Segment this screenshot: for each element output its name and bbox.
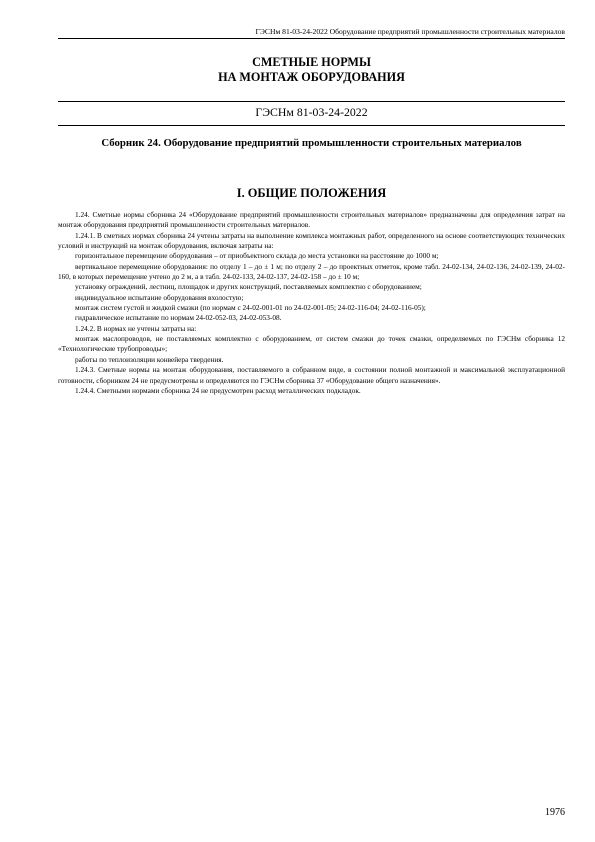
title-line-2: НА МОНТАЖ ОБОРУДОВАНИЯ: [218, 70, 405, 84]
document-title: [58, 55, 565, 85]
paragraph: монтаж систем густой и жидкой смазки (по нормам с 24-02-001-01 по 24-02-001-05; 24-02-116-04; 24-02-116-05);: [75, 303, 426, 313]
paragraph: вертикальное перемещение оборудования: по отделу 1 – до ± 1 м; по отделу 2 – до проектных отметок, кроме табл. 24-02-134, 24-02-136, 24-02-139, 24-02-160, в которых перемещение учтено до 2 м, а в табл. 24-02-133, 24-02-137, 24-02-158 – до ± 10 м;: [58, 261, 565, 282]
paragraph: 1.24.3. Сметные нормы на монтаж оборудования, поставляемого в собранном виде, в состоянии полной монтажной и максимальной эксплуатационной готовности, сборником 24 не предусмотрены и определяются по ГЭСНм сборника 37 «Оборудование общего назначения».: [58, 365, 565, 385]
title-line-1: СМЕТНЫЕ НОРМЫ: [252, 55, 371, 69]
paragraph: гидравлическое испытание по нормам 24-02-052-03, 24-02-053-08.: [75, 313, 282, 323]
paragraph: 1.24. Сметные нормы сборника 24 «Оборудование предприятий промышленности строительных материалов» предназначены для определения затрат на монтаж оборудования предприятий промышленности строительных материалов.: [58, 210, 565, 230]
page-number: 1976: [545, 807, 565, 818]
running-header: ГЭСНм 81-03-24-2022 Оборудование предприятий промышленности строительных материалов: [58, 27, 565, 39]
paragraph: индивидуальное испытание оборудования вхолостую;: [75, 292, 244, 302]
paragraph: монтаж маслопроводов, не поставляемых комплектно с оборудованием, от систем смазки до точек смазки, определяемых по ГЭСНм сборника 12 «Технологические трубопроводы»;: [58, 334, 565, 354]
document-body: [58, 210, 565, 396]
paragraph: 1.24.4. Сметными нормами сборника 24 не предусмотрен расход металлических подкладок.: [75, 385, 361, 395]
norms-code: ГЭСНм 81-03-24-2022: [58, 101, 565, 126]
collection-title: Сборник 24. Оборудование предприятий промышленности строительных материалов: [101, 137, 522, 149]
paragraph: горизонтальное перемещение оборудования – от приобъектного склада до места установки на расстояние до 1000 м;: [75, 251, 439, 261]
paragraph: установку ограждений, лестниц, площадок и других конструкций, поставляемых комплектно с оборудованием;: [75, 282, 422, 292]
paragraph: работы по теплоизоляции конвейера твердения.: [75, 354, 224, 364]
paragraph: 1.24.2. В нормах не учтены затраты на:: [75, 323, 197, 333]
paragraph: 1.24.1. В сметных нормах сборника 24 учтены затраты на выполнение комплекса монтажных работ, определенного на основе соответствующих технических условий и инструкций на монтаж оборудования, включая затраты на:: [58, 230, 565, 251]
section-title: I. ОБЩИЕ ПОЛОЖЕНИЯ: [236, 186, 387, 200]
